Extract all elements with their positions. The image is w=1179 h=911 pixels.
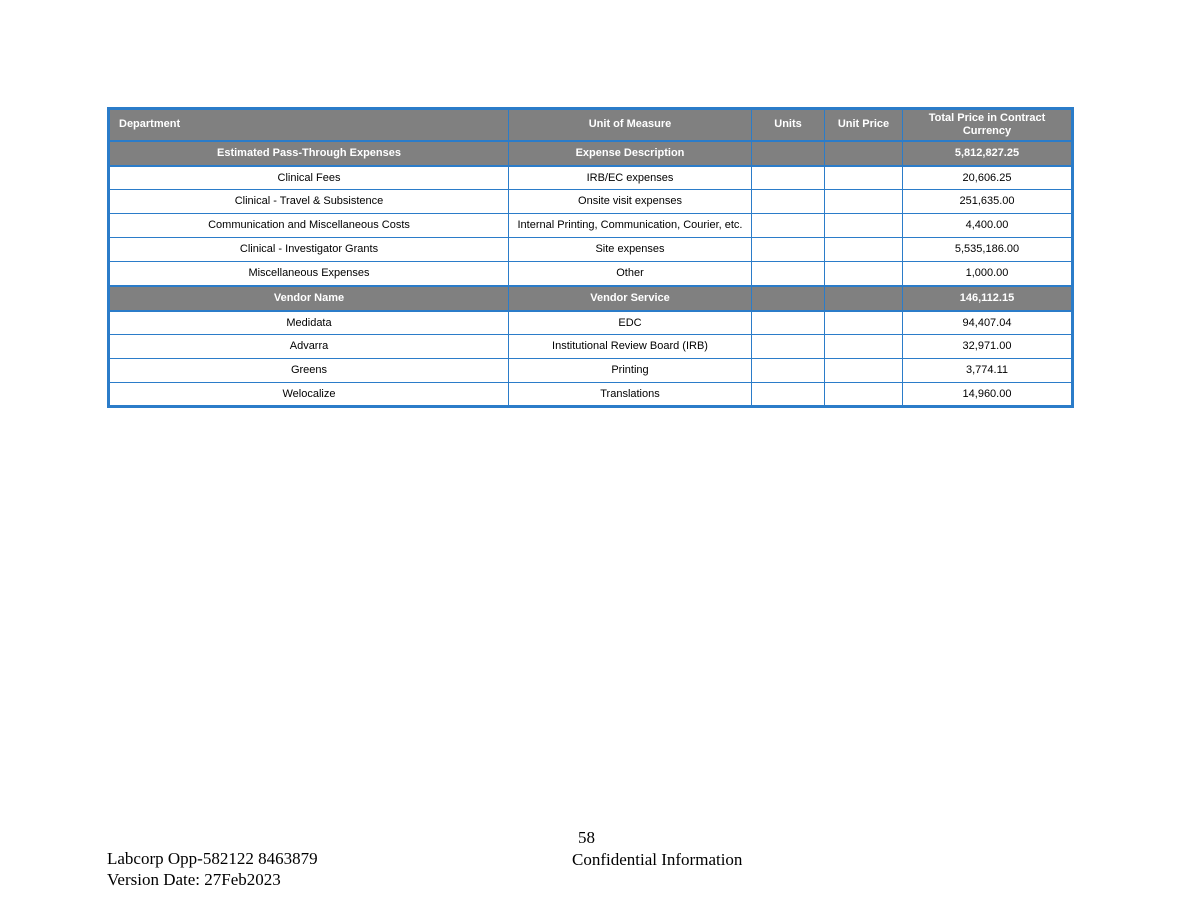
column-header-unit-price: Unit Price (825, 109, 903, 141)
table-cell-units (752, 262, 825, 286)
table-row (109, 383, 1073, 407)
section-header-cell-unit-price (825, 141, 903, 166)
table-cell-department: Advarra (109, 335, 509, 359)
section-header-cell-unit-of-measure: Expense Description (509, 141, 752, 166)
section-header-cell-department: Vendor Name (109, 286, 509, 311)
section-header-cell-total: 146,112.15 (903, 286, 1073, 311)
table-cell-unit-of-measure: EDC (509, 311, 752, 335)
table-cell-total: 14,960.00 (903, 383, 1073, 407)
table-cell-department: Clinical - Travel & Subsistence (109, 190, 509, 214)
table-cell-total: 4,400.00 (903, 214, 1073, 238)
section-header-cell-units (752, 286, 825, 311)
table-cell-total: 32,971.00 (903, 335, 1073, 359)
column-header-total-price: Total Price in Contract Currency (903, 109, 1073, 141)
column-header-department: Department (109, 109, 509, 141)
table-cell-unit-price (825, 359, 903, 383)
table-cell-unit-price (825, 214, 903, 238)
table-cell-units (752, 238, 825, 262)
table-cell-department: Welocalize (109, 383, 509, 407)
table-cell-department: Miscellaneous Expenses (109, 262, 509, 286)
section-header-cell-unit-price (825, 286, 903, 311)
table-cell-unit-of-measure: Printing (509, 359, 752, 383)
section-header-row (109, 286, 1073, 311)
table-cell-unit-of-measure: IRB/EC expenses (509, 166, 752, 190)
table-row (109, 190, 1073, 214)
table-row (109, 262, 1073, 286)
table-row (109, 311, 1073, 335)
table-row (109, 166, 1073, 190)
table-cell-unit-price (825, 262, 903, 286)
table-cell-total: 3,774.11 (903, 359, 1073, 383)
table-cell-unit-of-measure: Other (509, 262, 752, 286)
table-row (109, 238, 1073, 262)
footer-left (107, 848, 318, 890)
table-cell-units (752, 359, 825, 383)
column-header-row (109, 109, 1073, 141)
column-header-unit-of-measure: Unit of Measure (509, 109, 752, 141)
table-cell-total: 5,535,186.00 (903, 238, 1073, 262)
cost-table (107, 107, 1074, 408)
table-cell-unit-of-measure: Onsite visit expenses (509, 190, 752, 214)
section-header-row (109, 141, 1073, 166)
table-cell-unit-price (825, 166, 903, 190)
table-cell-unit-price (825, 190, 903, 214)
table-cell-units (752, 311, 825, 335)
table-cell-unit-price (825, 238, 903, 262)
table-cell-unit-of-measure: Site expenses (509, 238, 752, 262)
table-cell-units (752, 166, 825, 190)
table-cell-unit-price (825, 335, 903, 359)
section-header-cell-department: Estimated Pass-Through Expenses (109, 141, 509, 166)
footer-version-date: Version Date: 27Feb2023 (107, 870, 281, 889)
table-cell-total: 1,000.00 (903, 262, 1073, 286)
table-cell-units (752, 214, 825, 238)
table-cell-total: 94,407.04 (903, 311, 1073, 335)
table-cell-total: 251,635.00 (903, 190, 1073, 214)
table-cell-department: Medidata (109, 311, 509, 335)
cost-table-header (109, 109, 1073, 141)
table-row (109, 335, 1073, 359)
table-cell-unit-of-measure: Internal Printing, Communication, Courier, etc. (509, 214, 752, 238)
table-cell-department: Clinical Fees (109, 166, 509, 190)
table-row (109, 214, 1073, 238)
table-cell-department: Communication and Miscellaneous Costs (109, 214, 509, 238)
section-header-cell-total: 5,812,827.25 (903, 141, 1073, 166)
section-header-cell-units (752, 141, 825, 166)
page-number: 58 (578, 828, 595, 847)
table-cell-units (752, 190, 825, 214)
table-cell-unit-of-measure: Institutional Review Board (IRB) (509, 335, 752, 359)
cost-table-body (109, 141, 1073, 407)
confidential-label: Confidential Information (572, 850, 743, 869)
table-cell-unit-price (825, 311, 903, 335)
footer-doc-id: Labcorp Opp-582122 8463879 (107, 849, 318, 868)
table-cell-units (752, 383, 825, 407)
table-cell-department: Greens (109, 359, 509, 383)
table-cell-units (752, 335, 825, 359)
table-cell-department: Clinical - Investigator Grants (109, 238, 509, 262)
section-header-cell-unit-of-measure: Vendor Service (509, 286, 752, 311)
column-header-units: Units (752, 109, 825, 141)
table-cell-total: 20,606.25 (903, 166, 1073, 190)
table-row (109, 359, 1073, 383)
table-cell-unit-price (825, 383, 903, 407)
table-cell-unit-of-measure: Translations (509, 383, 752, 407)
